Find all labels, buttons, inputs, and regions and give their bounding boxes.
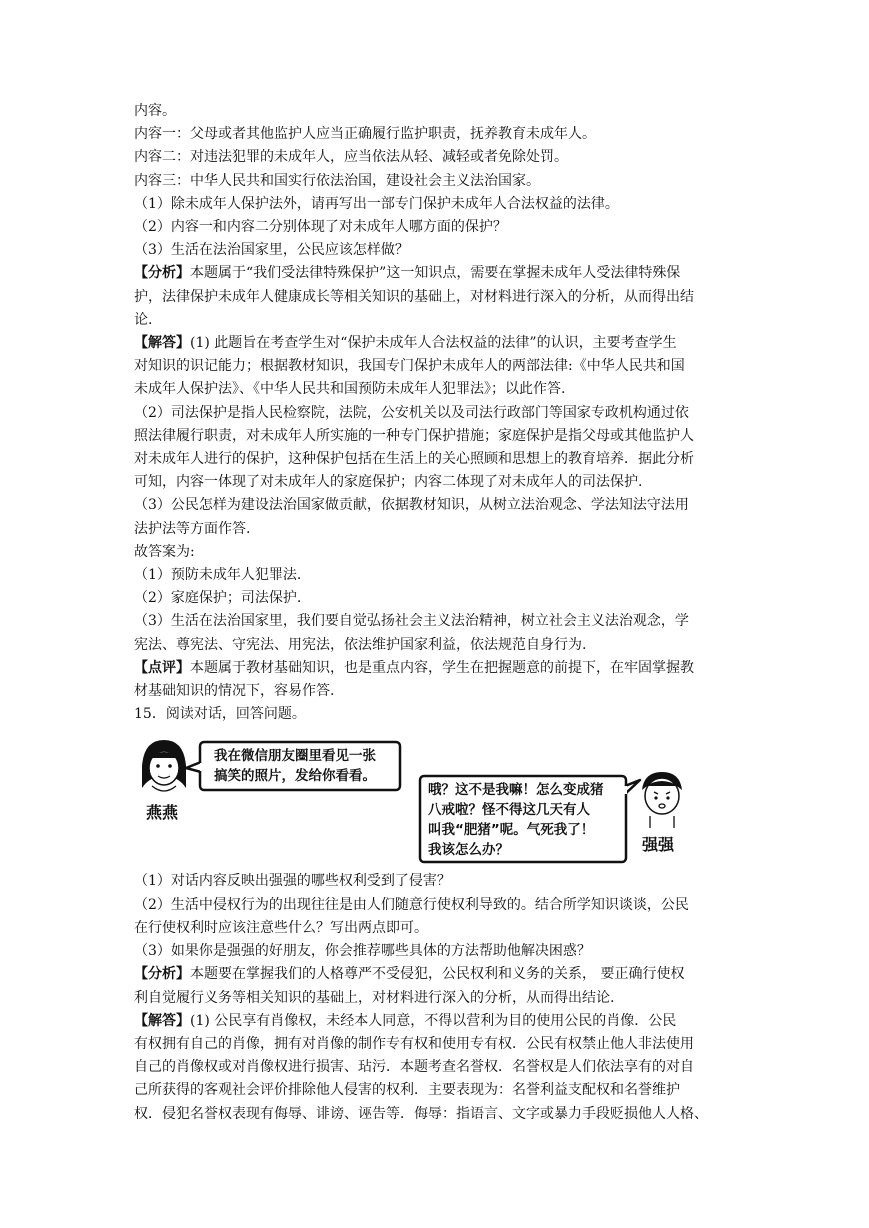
- left-bubble-line: 我在微信朋友圈里看见一张: [214, 748, 376, 765]
- text-line: 内容二：对违法犯罪的未成年人，应当依法从轻、减轻或者免除处罚。: [134, 149, 568, 166]
- answer-line: 对知识的识记能力；根据教材知识，我国专门保护未成年人的两部法律:《中华人民共和国: [134, 358, 685, 375]
- answer-line: 对未成年人进行的保护，这种保护包括在生活上的关心照顾和思想上的教育培养．据此分析: [134, 451, 694, 468]
- question-line: （2）生活中侵权行为的出现往往是由人们随意行使权利导致的。结合所学知识谈谈，公民: [134, 896, 689, 913]
- answer-line: 法护法等方面作答.: [134, 520, 251, 537]
- analysis-tag: 【分析】: [134, 265, 190, 282]
- final-answer-line: （2）家庭保护；司法保护.: [134, 590, 302, 607]
- answer-line: 未成年人保护法》、《中华人民共和国预防未成年人犯罪法》；以此作答.: [134, 381, 566, 398]
- right-bubble-line: 八戒啦？怪不得这几天有人: [428, 802, 590, 819]
- left-character-name: 燕燕: [146, 803, 179, 823]
- answer-line: 照法律履行职责，对未成年人所实施的一种专门保护措施；家庭保护是指父母或其他监护人: [134, 427, 694, 444]
- analysis-line: [134, 262, 744, 285]
- analysis-line: 利自觉履行义务等相关知识的基础上，对材料进行深入的分析，从而得出结论.: [134, 989, 615, 1006]
- question-line: （3）生活在法治国家里，公民应该怎样做？: [134, 242, 409, 259]
- boy-figure: [642, 772, 682, 828]
- answer-line: 自己的肖像权或对肖像权进行损害、玷污．本题考查名誉权．名誉权是人们依法享有的对自: [134, 1059, 694, 1076]
- answer-tag: 【解答】: [134, 335, 190, 352]
- analysis-tag: 【分析】: [134, 966, 190, 983]
- answer-line: （2）司法保护是指人民检察院，法院，公安机关以及司法行政部门等国家专政机构通过依: [134, 404, 689, 421]
- answer-line: 权．侵犯名誉权表现有侮辱、诽谤、诬告等．侮辱：指语言、文字或暴力手段贬损他人人格、: [134, 1105, 708, 1122]
- text-line: 内容。: [134, 103, 176, 119]
- final-answer-line: 宪法、尊宪法、守宪法、用宪法，依法维护国家利益，依法规范自身行为.: [134, 636, 587, 653]
- comment-line: 材基础知识的情况下，容易作答.: [134, 683, 335, 700]
- answer-line: [134, 332, 744, 355]
- comment-line: [134, 657, 744, 680]
- question-line: （1）除未成年人保护法外，请再写出一部专门保护未成年人合法权益的法律。: [134, 195, 619, 212]
- analysis-line: 护，法律保护未成年人健康成长等相关知识的基础上，对材料进行深入的分析，从而得出结: [134, 288, 694, 305]
- answer-line: 有权拥有自己的肖像，拥有对肖像的制作专有权和使用专有权．公民有权禁止他人非法使用: [134, 1035, 694, 1052]
- text-line: 内容三：中华人民共和国实行依法治国，建设社会主义法治国家。: [134, 172, 540, 189]
- right-bubble-line: 哦？这不是我嘛！怎么变成猪: [428, 782, 604, 799]
- question-line: 在行使权利时应该注意些什么？写出两点即可。: [134, 919, 428, 936]
- answer-line: 可知，内容一体现了对未成年人的家庭保护；内容二体现了对未成年人的司法保护.: [134, 474, 643, 491]
- answer-text: (1) 公民享有肖像权，未经本人同意，不得以营利为目的使用公民的肖像．公民: [190, 1012, 677, 1029]
- final-answer-line: （1）预防未成年人犯罪法.: [134, 567, 302, 584]
- right-bubble-line: 我该怎么办？: [428, 842, 509, 859]
- left-bubble-line: 搞笑的照片，发给你看看。: [214, 768, 376, 785]
- answer-text: (1) 此题旨在考查学生对“保护未成年人合法权益的法律”的认识，主要考查学生: [190, 335, 677, 352]
- comment-tag: 【点评】: [134, 659, 190, 676]
- analysis-line: 论.: [134, 311, 153, 328]
- answer-line: [134, 1010, 744, 1033]
- right-bubble-line: 叫我“肥猪”呢。气死我了！: [428, 822, 595, 839]
- question-line: （2）内容一和内容二分别体现了对未成年人哪方面的保护？: [134, 219, 507, 236]
- girl-figure: [142, 740, 186, 791]
- question-heading: 15．阅读对话，回答问题。: [134, 706, 306, 723]
- question-line: （1）对话内容反映出强强的哪些权利受到了侵害？: [134, 873, 451, 890]
- final-answer-line: （3）生活在法治国家里，我们要自觉弘扬社会主义法治精神，树立社会主义法治观念，学: [134, 613, 689, 630]
- text-line: 内容一：父母或者其他监护人应当正确履行监护职责，抚养教育未成年人。: [134, 126, 596, 143]
- analysis-text: 本题属于“我们受法律特殊保护”这一知识点，需要在掌握未成年人受法律特殊保: [190, 265, 681, 282]
- analysis-text: 本题要在掌握我们的人格尊严不受侵犯，公民权利和义务的关系， 要正确行使权: [190, 966, 685, 983]
- dialogue-comic: [134, 736, 744, 864]
- question-line: （3）如果你是强强的好朋友，你会推荐哪些具体的方法帮助他解决困惑？: [134, 943, 591, 960]
- comment-text: 本题属于教材基础知识，也是重点内容，学生在把握题意的前提下，在牢固掌握教: [190, 659, 694, 676]
- document-page: [134, 100, 744, 1126]
- right-character-name: 强强: [642, 835, 675, 855]
- analysis-line: [134, 963, 744, 986]
- answer-line: 己所获得的客观社会评价排除他人侵害的权利．主要表现为：名誉利益支配权和名誉维护: [134, 1082, 680, 1099]
- answer-tag: 【解答】: [134, 1012, 190, 1029]
- final-answer-heading: 故答案为:: [134, 543, 195, 560]
- answer-line: （3）公民怎样为建设法治国家做贡献，依据教材知识，从树立法治观念、学法知法守法用: [134, 497, 689, 514]
